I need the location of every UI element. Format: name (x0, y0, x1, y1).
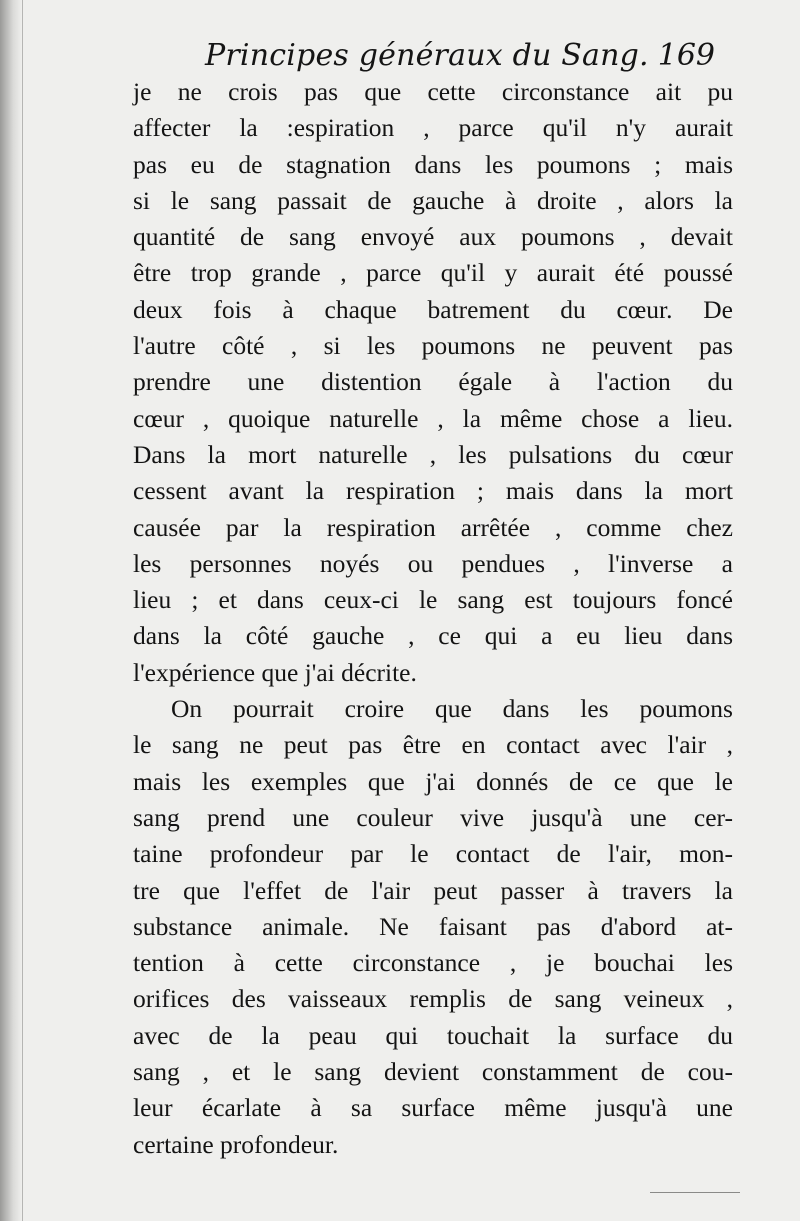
running-head: Principes généraux du Sang. (205, 38, 649, 73)
text-line: être trop grande , parce qu'il y aurait été poussé (133, 258, 733, 288)
text-line: substance animale. Ne faisant pas d'abord at- (133, 911, 733, 941)
text-line: Dans la mort naturelle , les pulsations du cœur (133, 439, 733, 469)
text-line: deux fois à chaque batrement du cœur. De (133, 294, 733, 324)
text-line: lieu ; et dans ceux-ci le sang est toujours foncé (133, 585, 733, 615)
paragraph-1 (133, 74, 733, 691)
text-line: si le sang passait de gauche à droite , alors la (133, 185, 733, 215)
text-line: prendre une distention égale à l'action du (133, 367, 733, 397)
text-line: je ne crois pas que cette circonstance ait pu (133, 77, 733, 106)
text-line: sang , et le sang devient constamment de cou- (133, 1057, 733, 1087)
text-line: causée par la respiration arrêtée , comme chez (133, 512, 733, 542)
text-line: les personnes noyés ou pendues , l'inverse a (133, 548, 733, 578)
text-line: affecter la :espiration , parce qu'il n'y aurait (133, 113, 733, 143)
bottom-rule (650, 1192, 740, 1193)
text-line: tention à cette circonstance , je bouchai les (133, 948, 733, 978)
text-line: l'autre côté , si les poumons ne peuvent pas (133, 331, 733, 361)
text-line: orifices des vaisseaux remplis de sang veineux , (133, 984, 733, 1014)
body-text (133, 74, 733, 1163)
text-line: cessent avant la respiration ; mais dans la mort (133, 476, 733, 506)
text-line: taine profondeur par le contact de l'air, mon- (133, 839, 733, 869)
text-line: le sang ne peut pas être en contact avec l'air , (133, 730, 733, 760)
page-fold-line (22, 0, 23, 1221)
text-line: mais les exemples que j'ai donnés de ce que le (133, 766, 733, 796)
text-line: certaine profondeur. (133, 1129, 339, 1159)
text-line: On pourrait croire que dans les poumons (171, 694, 733, 724)
text-line: sang prend une couleur vive jusqu'à une cer- (133, 802, 733, 832)
text-line: l'expérience que j'ai décrite. (133, 657, 417, 687)
text-line: leur écarlate à sa surface même jusqu'à une (133, 1093, 733, 1123)
text-line: quantité de sang envoyé aux poumons , devait (133, 222, 733, 252)
page-gutter-shadow (0, 0, 22, 1221)
page-number: 169 (657, 38, 715, 73)
text-line: dans la côté gauche , ce qui a eu lieu dans (133, 621, 733, 651)
text-line: pas eu de stagnation dans les poumons ; mais (133, 149, 733, 179)
text-line: cœur , quoique naturelle , la même chose a lieu. (133, 403, 733, 433)
paragraph-2 (133, 691, 733, 1163)
text-line: avec de la peau qui touchait la surface du (133, 1020, 733, 1050)
text-line: tre que l'effet de l'air peut passer à travers la (133, 875, 733, 905)
